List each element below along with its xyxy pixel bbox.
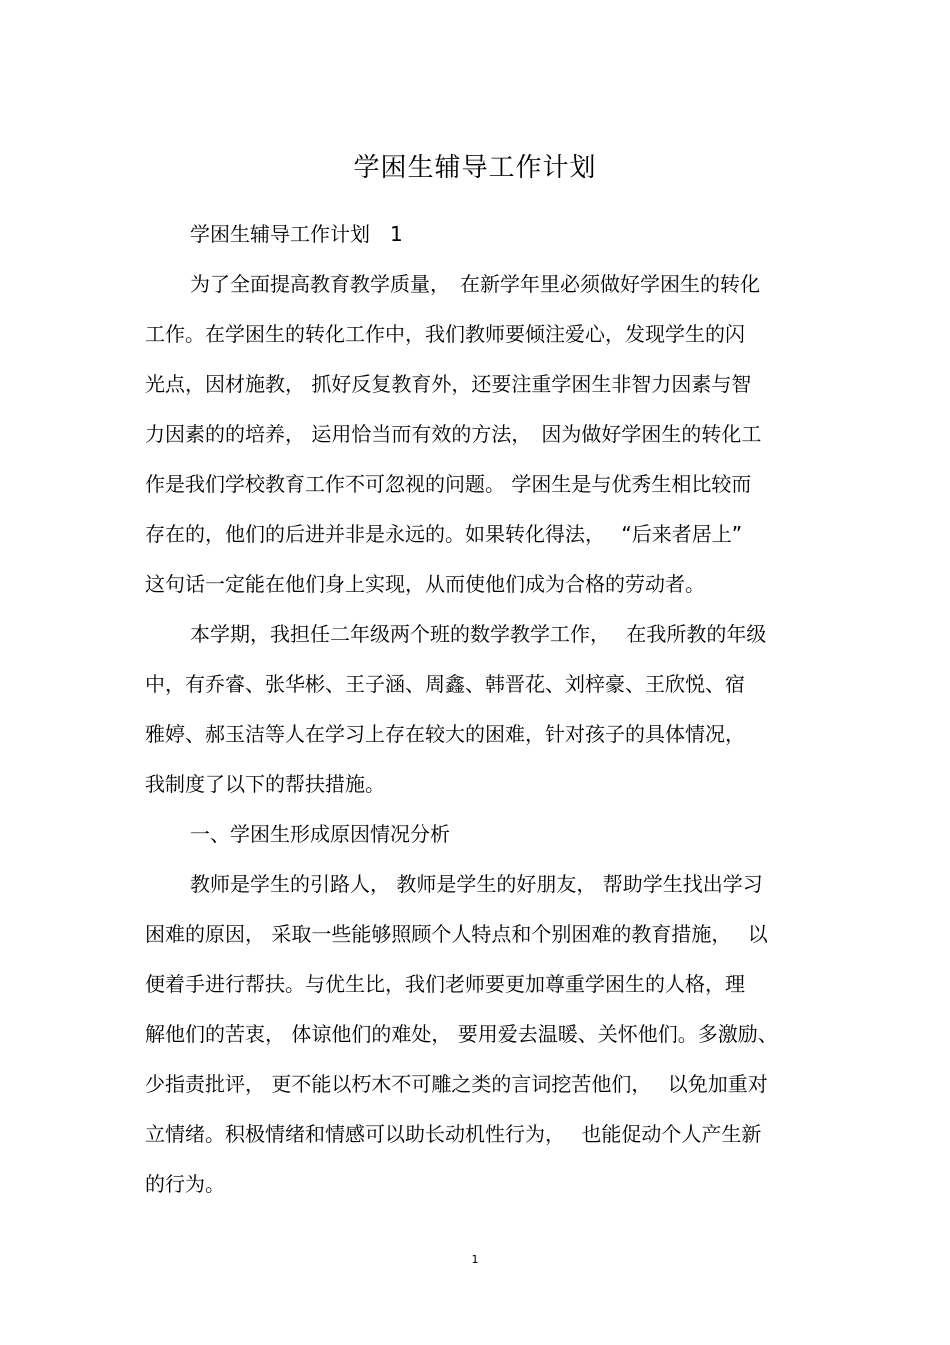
paragraph-line: 雅婷、郝玉洁等人在学习上存在较大的困难，针对孩子的具体情况， xyxy=(145,722,745,746)
section-heading: 一、学困生形成原因情况分析 xyxy=(190,822,450,846)
paragraph-line: 困难的原因， 采取一些能够照顾个人特点和个别困难的教育措施， 以 xyxy=(145,922,768,946)
paragraph-line: 的行为。 xyxy=(145,1172,225,1196)
paragraph-line: 我制度了以下的帮扶措施。 xyxy=(145,772,385,796)
document-title: 学困生辅导工作计划 xyxy=(353,153,597,183)
paragraph-line: 为了全面提高教育教学质量， 在新学年里必须做好学困生的转化 xyxy=(190,272,760,296)
paragraph-line: 解他们的苦衷， 体谅他们的难处， 要用爱去温暖、关怀他们。多激励、 xyxy=(145,1022,778,1046)
paragraph-line: 力因素的的培养， 运用恰当而有效的方法， 因为做好学困生的转化工 xyxy=(145,422,762,446)
paragraph-line: 工作。在学困生的转化工作中，我们教师要倾注爱心，发现学生的闪 xyxy=(145,322,745,346)
paragraph-line: 作是我们学校教育工作不可忽视的问题。 学困生是与优秀生相比较而 xyxy=(145,472,752,496)
subtitle-line: 学困生辅导工作计划 1 xyxy=(190,222,403,246)
paragraph-line: 中，有乔睿、张华彬、王子涵、周鑫、韩晋花、刘梓豪、王欣悦、宿 xyxy=(145,672,745,696)
page-number: 1 xyxy=(471,1253,479,1266)
paragraph-line: 这句话一定能在他们身上实现，从而使他们成为合格的劳动者。 xyxy=(145,572,705,596)
paragraph-line: 光点，因材施教， 抓好反复教育外，还要注重学困生非智力因素与智 xyxy=(145,372,752,396)
paragraph-line: 便着手进行帮扶。与优生比，我们老师要更加尊重学困生的人格，理 xyxy=(145,972,745,996)
paragraph-line: 存在的，他们的后进并非是永远的。如果转化得法， “后来者居上” xyxy=(145,522,743,546)
paragraph-line: 本学期，我担任二年级两个班的数学教学工作， 在我所教的年级 xyxy=(190,622,767,646)
paragraph-line: 少指责批评， 更不能以朽木不可雕之类的言词挖苦他们， 以免加重对 xyxy=(145,1072,768,1096)
paragraph-line: 立情绪。积极情绪和情感可以助长动机性行为， 也能促动个人产生新 xyxy=(145,1122,762,1146)
paragraph-line: 教师是学生的引路人， 教师是学生的好朋友， 帮助学生找出学习 xyxy=(190,872,763,896)
